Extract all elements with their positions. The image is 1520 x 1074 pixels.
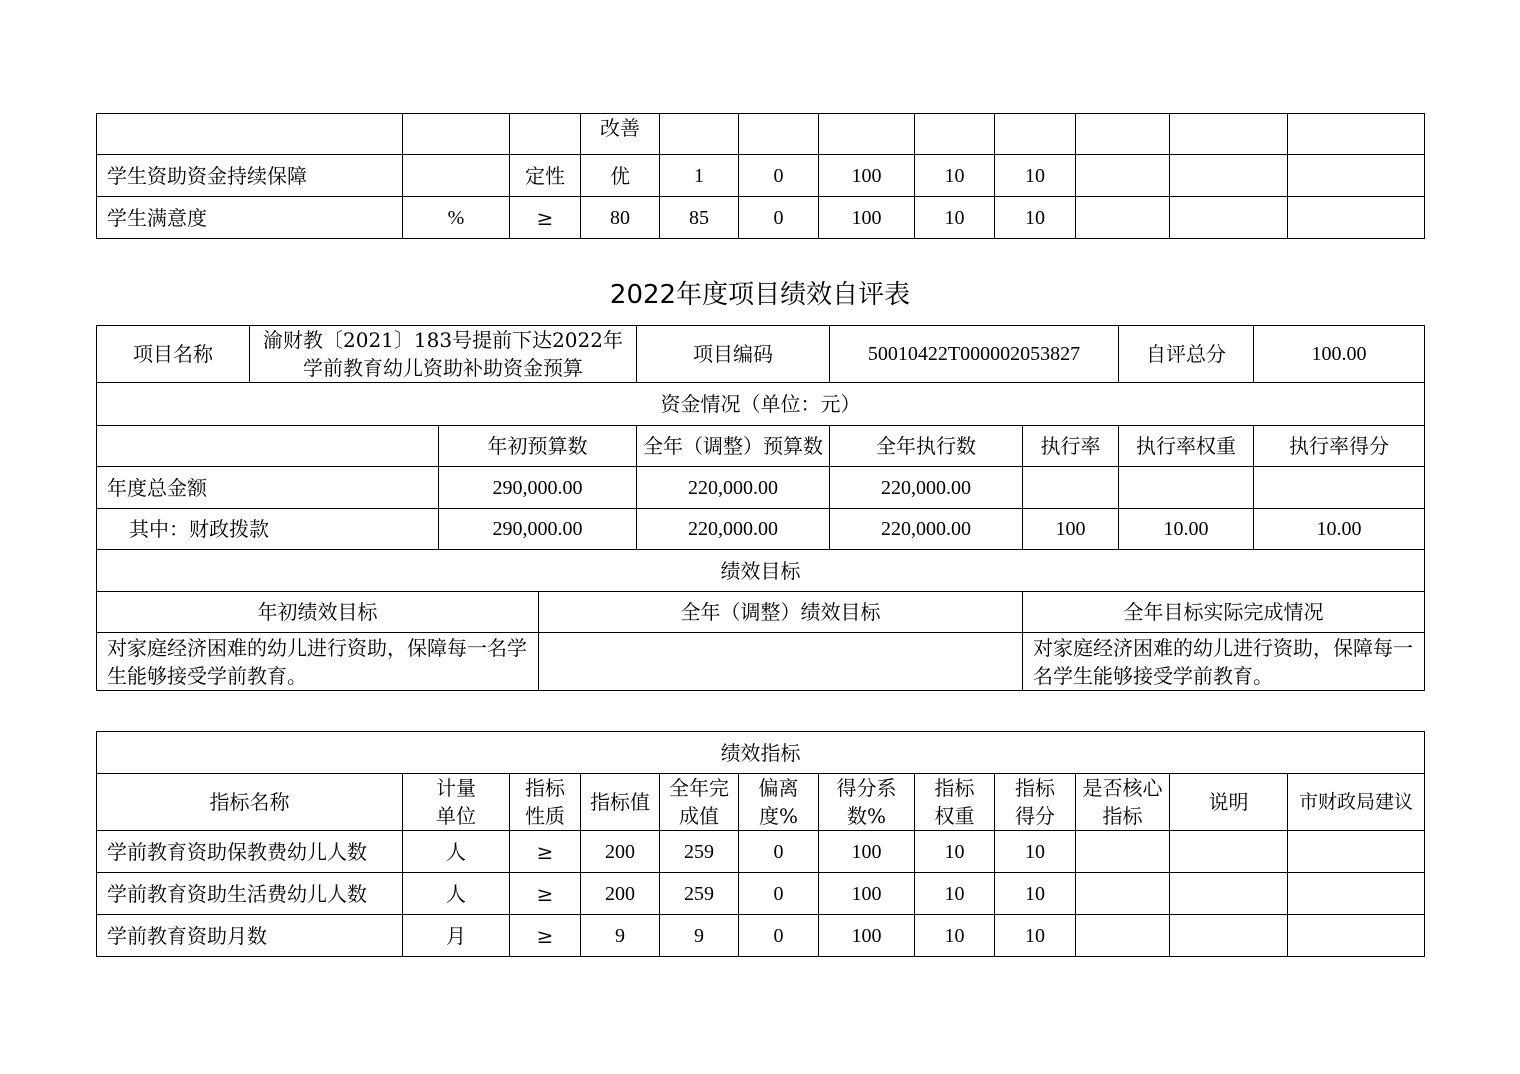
header-actual-value: 全年完成值 [660,774,739,831]
funds-rate-weight-value [1119,467,1254,509]
core-cell [1076,155,1170,197]
nature-cell: ≥ [510,197,581,239]
indicator-name: 学前教育资助保教费幼儿人数 [97,831,403,873]
table-row [97,915,1425,957]
advice-cell [1288,155,1425,197]
goals-header-actual: 全年目标实际完成情况 [1023,592,1425,633]
deviation-cell: 0 [739,831,819,873]
deviation-cell: 0 [739,155,819,197]
funds-rate-value [1023,467,1119,509]
core-cell [1076,114,1170,155]
funds-row-label: 其中：财政拨款 [97,509,439,550]
target-value-cell: 200 [581,831,660,873]
nature-cell: ≥ [510,915,581,957]
coefficient-cell: 100 [819,915,915,957]
table-row [97,509,1425,550]
actual-value-cell [660,114,739,155]
coefficient-cell: 100 [819,155,915,197]
core-cell [1076,915,1170,957]
indicator-name: 学前教育资助月数 [97,915,403,957]
weight-cell: 10 [915,155,995,197]
funds-adjusted-value: 220,000.00 [637,509,830,550]
nature-cell: ≥ [510,873,581,915]
coefficient-cell: 100 [819,831,915,873]
project-name-label: 项目名称 [97,326,250,383]
actual-value-cell: 259 [660,831,739,873]
score-cell: 10 [995,915,1076,957]
indicator-table-continued [96,113,1425,239]
table-row [97,197,1425,239]
actual-value-cell: 85 [660,197,739,239]
goals-initial-text: 对家庭经济困难的幼儿进行资助，保障每一名学生能够接受学前教育。 [97,633,539,691]
header-coefficient: 得分系数% [819,774,915,831]
project-code-value: 50010422T000002053827 [830,326,1119,383]
advice-cell [1288,114,1425,155]
funds-header-initial: 年初预算数 [439,426,637,467]
page-title: 2022年度项目绩效自评表 [609,280,911,310]
core-cell [1076,873,1170,915]
weight-cell: 10 [915,915,995,957]
nature-cell: ≥ [510,831,581,873]
note-cell [1170,114,1288,155]
target-value-cell: 9 [581,915,660,957]
unit-cell: 人 [403,831,510,873]
note-cell [1170,197,1288,239]
table-row [97,155,1425,197]
funds-header-executed: 全年执行数 [830,426,1023,467]
deviation-cell [739,114,819,155]
funds-initial-value: 290,000.00 [439,467,637,509]
indicators-header-row [97,774,1425,831]
self-score-label: 自评总分 [1119,326,1254,383]
funds-rate-value: 100 [1023,509,1119,550]
header-indicator-name: 指标名称 [97,774,403,831]
actual-value-cell: 9 [660,915,739,957]
funds-header-blank [97,426,439,467]
header-target-value: 指标值 [581,774,660,831]
actual-value-cell: 1 [660,155,739,197]
advice-cell [1288,873,1425,915]
note-cell [1170,155,1288,197]
score-cell: 10 [995,831,1076,873]
deviation-cell: 0 [739,197,819,239]
score-cell: 10 [995,873,1076,915]
score-cell: 10 [995,155,1076,197]
unit-cell: 月 [403,915,510,957]
funds-executed-value: 220,000.00 [830,467,1023,509]
funds-header-adjusted: 全年（调整）预算数 [637,426,830,467]
advice-cell [1288,197,1425,239]
goals-header-row [97,592,1425,633]
coefficient-cell: 100 [819,197,915,239]
target-value-cell: 200 [581,873,660,915]
funds-rate-score-value [1254,467,1425,509]
header-weight: 指标权重 [915,774,995,831]
weight-cell: 10 [915,873,995,915]
funds-header-rate: 执行率 [1023,426,1119,467]
weight-cell: 10 [915,831,995,873]
note-cell [1170,873,1288,915]
indicator-name: 学生满意度 [97,197,403,239]
core-cell [1076,197,1170,239]
unit-cell: 人 [403,873,510,915]
funds-row-label: 年度总金额 [97,467,439,509]
advice-cell [1288,831,1425,873]
table-row [97,467,1425,509]
coefficient-cell: 100 [819,873,915,915]
funds-rate-weight-value: 10.00 [1119,509,1254,550]
funds-header-row [97,426,1425,467]
goals-section-row [97,550,1425,592]
goals-value-row [97,633,1425,691]
header-core: 是否核心指标 [1076,774,1170,831]
indicator-name [97,114,403,155]
funds-executed-value: 220,000.00 [830,509,1023,550]
coefficient-cell [819,114,915,155]
note-cell [1170,915,1288,957]
project-name-value: 渝财教〔2021〕183号提前下达2022年学前教育幼儿资助补助资金预算 [250,326,637,383]
nature-cell: 定性 [510,155,581,197]
header-score: 指标得分 [995,774,1076,831]
table-row [97,114,1425,155]
deviation-cell: 0 [739,915,819,957]
unit-cell [403,114,510,155]
target-value-cell: 改善 [581,114,660,155]
actual-value-cell: 259 [660,873,739,915]
table-row [97,873,1425,915]
header-note: 说明 [1170,774,1288,831]
header-unit: 计量单位 [403,774,510,831]
score-cell: 10 [995,197,1076,239]
indicators-section-label: 绩效指标 [97,732,1425,774]
project-info-row [97,326,1425,383]
self-evaluation-table [96,325,1425,691]
funds-adjusted-value: 220,000.00 [637,467,830,509]
self-score-value: 100.00 [1254,326,1425,383]
table-row [97,831,1425,873]
goals-section-label: 绩效目标 [97,550,1425,592]
funds-section-label: 资金情况（单位：元） [97,383,1425,426]
funds-section-row [97,383,1425,426]
unit-cell [403,155,510,197]
advice-cell [1288,915,1425,957]
unit-cell: % [403,197,510,239]
project-code-label: 项目编码 [637,326,830,383]
nature-cell [510,114,581,155]
funds-initial-value: 290,000.00 [439,509,637,550]
header-nature: 指标性质 [510,774,581,831]
target-value-cell: 80 [581,197,660,239]
indicator-table [96,731,1425,957]
goals-header-initial: 年初绩效目标 [97,592,539,633]
goals-actual-text: 对家庭经济困难的幼儿进行资助，保障每一名学生能够接受学前教育。 [1023,633,1425,691]
header-deviation: 偏离度% [739,774,819,831]
goals-header-adjusted: 全年（调整）绩效目标 [539,592,1023,633]
indicator-name: 学前教育资助生活费幼儿人数 [97,873,403,915]
funds-rate-score-value: 10.00 [1254,509,1425,550]
target-value-cell: 优 [581,155,660,197]
indicators-section-row [97,732,1425,774]
weight-cell: 10 [915,197,995,239]
funds-header-rate-weight: 执行率权重 [1119,426,1254,467]
funds-header-rate-score: 执行率得分 [1254,426,1425,467]
weight-cell [915,114,995,155]
core-cell [1076,831,1170,873]
indicator-name: 学生资助资金持续保障 [97,155,403,197]
header-advice: 市财政局建议 [1288,774,1425,831]
deviation-cell: 0 [739,873,819,915]
note-cell [1170,831,1288,873]
goals-adjusted-text [539,633,1023,691]
score-cell [995,114,1076,155]
